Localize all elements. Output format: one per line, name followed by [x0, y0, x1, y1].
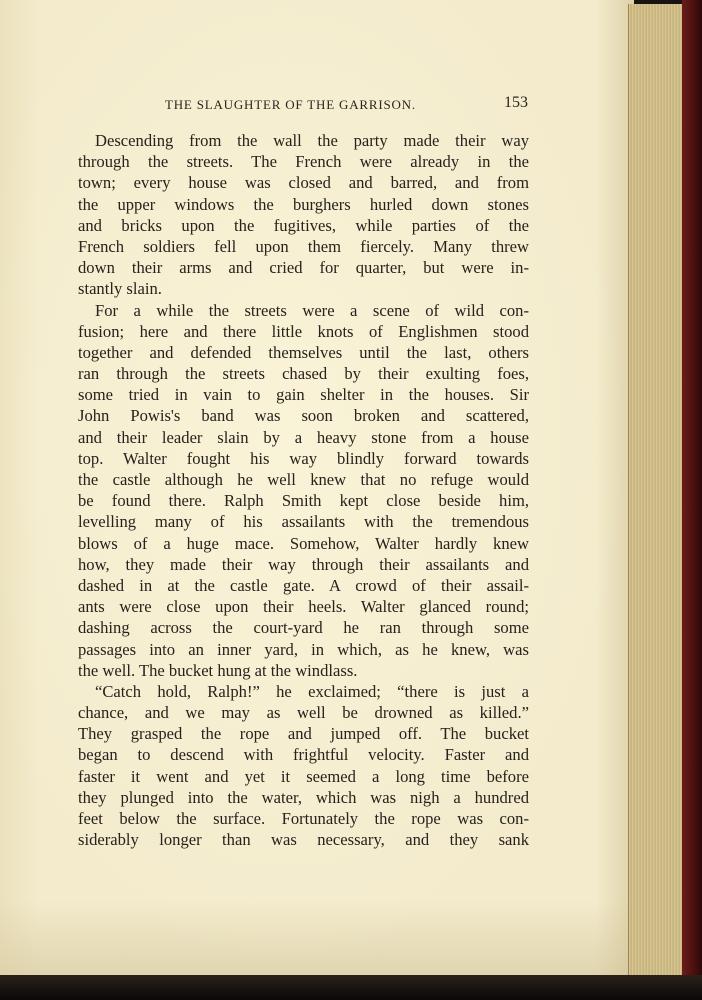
text-line: be found there. Ralph Smith kept close beside him,	[78, 491, 529, 511]
text-line: They grasped the rope and jumped off. The bucket	[78, 724, 529, 744]
text-line: levelling many of his assailants with the tremendous	[78, 512, 529, 532]
text-line: and their leader slain by a heavy stone from a house	[78, 427, 529, 447]
text-line: the well. The bucket hung at the windlass.	[78, 660, 358, 680]
text-line: dashing across the court-yard he ran through some	[78, 618, 529, 638]
text-line: ran through the streets chased by their exulting foes,	[78, 364, 529, 384]
text-line: “Catch hold, Ralph!” he exclaimed; “there is just a	[95, 681, 529, 701]
text-line: together and defended themselves until the last, others	[78, 342, 529, 362]
page-edges	[628, 4, 683, 978]
text-line: the upper windows the burghers hurled down stones	[78, 194, 529, 214]
text-line: John Powis's band was soon broken and scattered,	[78, 406, 529, 426]
text-line: ants were close upon their heels. Walter glanced round;	[78, 597, 529, 617]
text-line: chance, and we may as well be drowned as killed.”	[78, 703, 529, 723]
text-line: For a while the streets were a scene of wild con-	[95, 300, 529, 320]
text-line: how, they made their way through their assailants and	[78, 554, 529, 574]
text-line: faster it went and yet it seemed a long time before	[78, 766, 529, 786]
text-line: town; every house was closed and barred, and from	[78, 173, 529, 193]
text-line: top. Walter fought his way blindly forward towards	[78, 448, 529, 468]
text-line: fusion; here and there little knots of Englishmen stood	[78, 321, 529, 341]
text-line: down their arms and cried for quarter, but were in-	[78, 258, 529, 278]
text-line: some tried in vain to gain shelter in the houses. Sir	[78, 385, 529, 405]
body-text	[78, 130, 529, 850]
text-line: Descending from the wall the party made their way	[95, 131, 529, 150]
text-line: they plunged into the water, which was nigh a hundred	[78, 787, 529, 807]
text-line: the castle although he well knew that no refuge would	[78, 470, 529, 489]
text-line: siderably longer than was necessary, and they sank	[78, 830, 529, 850]
text-line: passages into an inner yard, in which, as he knew, was	[78, 639, 529, 659]
text-line: and bricks upon the fugitives, while parties of the	[78, 215, 529, 235]
running-title: THE SLAUGHTER OF THE GARRISON.	[165, 97, 416, 112]
text-line: feet below the surface. Fortunately the rope was con-	[78, 809, 529, 828]
running-head	[165, 95, 528, 115]
text-line: through the streets. The French were already in the	[78, 152, 529, 172]
text-line: blows of a huge mace. Somehow, Walter hardly knew	[78, 533, 529, 553]
book-cover-edge	[682, 0, 702, 985]
text-line: stantly slain.	[78, 279, 162, 299]
page-number: 153	[504, 94, 528, 111]
text-line: began to descend with frightful velocity. Faster and	[78, 745, 529, 765]
text-line: French soldiers fell upon them fiercely. Many threw	[78, 236, 529, 256]
text-line: dashed in at the castle gate. A crowd of their assail-	[78, 575, 529, 595]
bottom-shadow	[0, 975, 702, 1000]
